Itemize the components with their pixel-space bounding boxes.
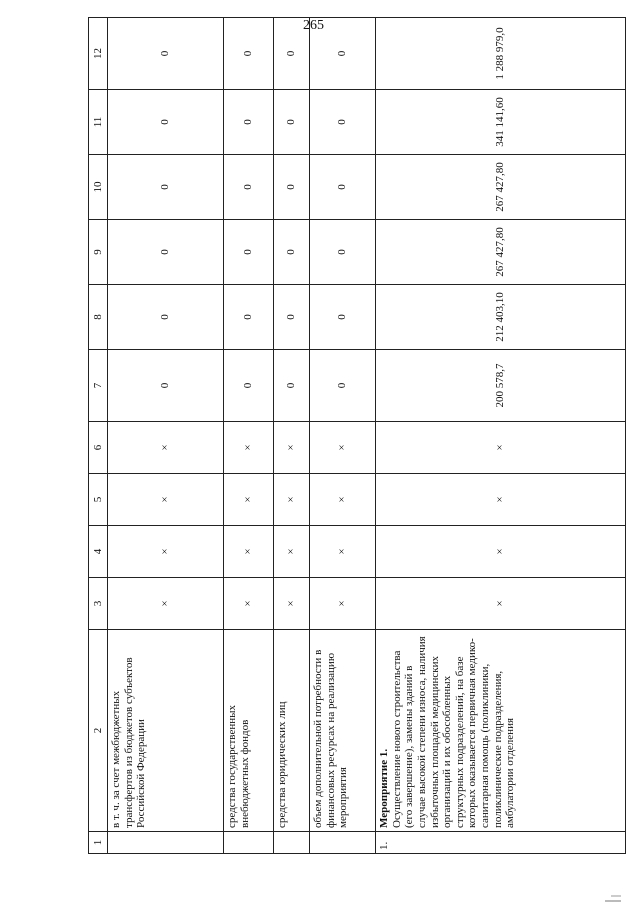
cell: 0 <box>274 90 310 155</box>
cell: 0 <box>224 155 274 220</box>
col-header: 11 <box>89 90 108 155</box>
cell: × <box>224 578 274 630</box>
col-header: 8 <box>89 285 108 350</box>
cell: 0 <box>310 220 376 285</box>
table-row <box>376 18 626 854</box>
cell: × <box>108 578 224 630</box>
cell: 267 427,80 <box>376 155 626 220</box>
row-number <box>224 832 274 854</box>
col-header: 12 <box>89 18 108 90</box>
cell: × <box>224 474 274 526</box>
cell: × <box>376 578 626 630</box>
cell: 0 <box>310 18 376 90</box>
cell: × <box>224 422 274 474</box>
cell: × <box>108 422 224 474</box>
cell: × <box>274 474 310 526</box>
row-description <box>376 630 626 832</box>
col-header: 10 <box>89 155 108 220</box>
col-header: 4 <box>89 526 108 578</box>
cell: × <box>108 474 224 526</box>
data-table <box>88 17 626 854</box>
cell: 0 <box>274 285 310 350</box>
cell: 1 288 979,0 <box>376 18 626 90</box>
cell: × <box>274 526 310 578</box>
cell: × <box>376 422 626 474</box>
col-header: 3 <box>89 578 108 630</box>
cell: 0 <box>108 220 224 285</box>
table-row <box>274 18 310 854</box>
cell: × <box>310 422 376 474</box>
cell: × <box>376 474 626 526</box>
cell: 0 <box>224 285 274 350</box>
row-number <box>274 832 310 854</box>
cell: 0 <box>274 18 310 90</box>
cell: 267 427,80 <box>376 220 626 285</box>
cell: × <box>108 526 224 578</box>
cell: 0 <box>108 285 224 350</box>
row-description: средства юридических лиц <box>274 630 310 832</box>
scan-artifact <box>611 895 621 897</box>
cell: 0 <box>310 285 376 350</box>
header-row <box>89 18 108 854</box>
cell: × <box>376 526 626 578</box>
cell: 200 578,7 <box>376 350 626 422</box>
measure-text: Осуществление нового строительства (его завершение), замены зданий в случае высокой степени износа, наличия избыточных площадей медицинских организаций и их обособленных структурных подразделений, на базе которых оказывается первичная медико-санитарная помощь (поликлиники, поликлинические подразделения, амбулатории отделения <box>390 636 517 828</box>
table-row <box>224 18 274 854</box>
cell: 0 <box>274 220 310 285</box>
col-header: 1 <box>89 832 108 854</box>
cell: 0 <box>310 90 376 155</box>
scan-artifact <box>605 900 621 902</box>
col-header: 7 <box>89 350 108 422</box>
cell: 341 141,60 <box>376 90 626 155</box>
cell: 0 <box>224 90 274 155</box>
row-number: 1. <box>376 832 626 854</box>
row-number <box>310 832 376 854</box>
row-description: объем дополнительной потребности в финансовых ресурсах на реализацию мероприятия <box>310 630 376 832</box>
col-header: 6 <box>89 422 108 474</box>
cell: × <box>310 578 376 630</box>
cell: 212 403,10 <box>376 285 626 350</box>
cell: × <box>310 526 376 578</box>
cell: 0 <box>224 220 274 285</box>
table-row <box>310 18 376 854</box>
cell: 0 <box>224 18 274 90</box>
cell: 0 <box>224 350 274 422</box>
col-header: 2 <box>89 630 108 832</box>
rotated-table-frame <box>88 27 627 854</box>
cell: × <box>274 578 310 630</box>
page-number: 265 <box>303 18 324 33</box>
col-header: 9 <box>89 220 108 285</box>
cell: 0 <box>108 18 224 90</box>
cell: 0 <box>274 155 310 220</box>
row-description: в т. ч. за счет межбюджетных трансфертов из бюджетов субъектов Российской Федерации <box>108 630 224 832</box>
cell: 0 <box>310 155 376 220</box>
cell: × <box>224 526 274 578</box>
cell: 0 <box>274 350 310 422</box>
table-row <box>108 18 224 854</box>
measure-title: Мероприятие 1. <box>378 748 390 828</box>
cell: 0 <box>108 90 224 155</box>
cell: 0 <box>108 350 224 422</box>
cell: 0 <box>310 350 376 422</box>
table-container <box>88 27 627 854</box>
col-header: 5 <box>89 474 108 526</box>
cell: × <box>274 422 310 474</box>
row-number <box>108 832 224 854</box>
cell: 0 <box>108 155 224 220</box>
cell: × <box>310 474 376 526</box>
row-description: средства государственных внебюджетных фондов <box>224 630 274 832</box>
